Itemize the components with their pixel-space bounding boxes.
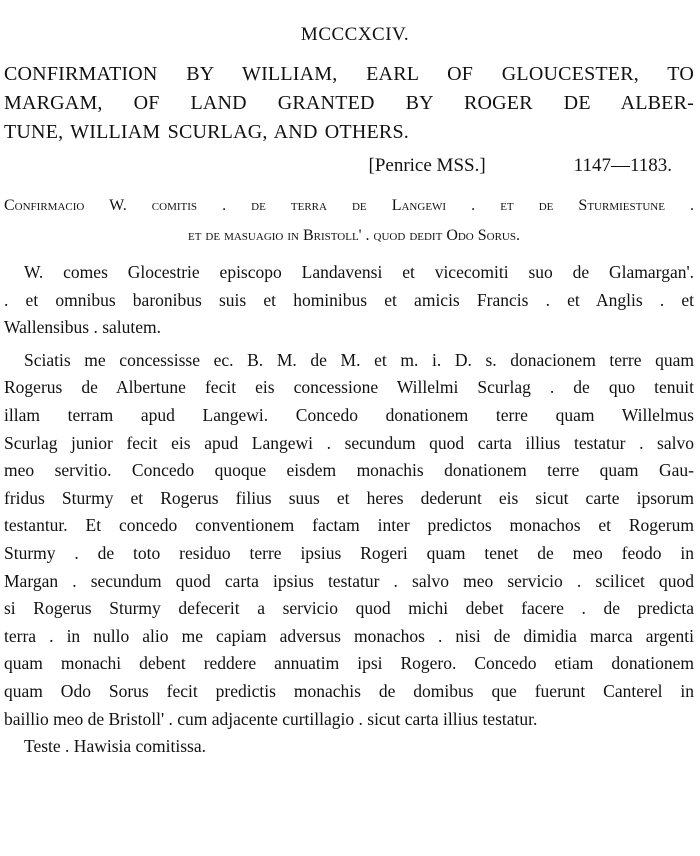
- body-line: quam monachi debent reddere annuatim ipsi Rogero. Concedo etiam donationem: [4, 653, 694, 674]
- body-line: Sciatis me concessisse ec. B. M. de M. et m. i. D. s. donacionem terre quam: [24, 349, 694, 370]
- body-line: quam Odo Sorus fecit predictis monachis de domibus que fuerunt Canterel in: [4, 680, 694, 701]
- address-paragraph: [4, 259, 694, 342]
- title-line: MARGAM, OF LAND GRANTED BY ROGER DE ALBER-: [4, 92, 694, 114]
- body-line: terra . in nullo alio me capiam adversus monachos . nisi de dimidia marca argenti: [4, 625, 694, 646]
- body-line: Wallensibus . salutem.: [4, 317, 162, 338]
- body-line: . et omnibus baronibus suis et hominibus et amicis Francis . et Anglis . et: [4, 289, 694, 310]
- rubric-line: et de masuagio in Bristoll' . quod dedit Odo Sorus.: [187, 227, 520, 244]
- title-line: TUNE, WILLIAM SCURLAG, AND OTHERS.: [4, 121, 409, 143]
- body-line: meo servitio. Concedo quoque eisdem monachis donationem terre quam Gau-: [4, 460, 694, 481]
- witness-paragraph: [4, 733, 694, 761]
- rubric: [4, 191, 694, 251]
- body-line: Margan . secundum quod carta ipsius testatur . salvo meo servicio . scilicet quod: [4, 570, 694, 591]
- body-line: W. comes Glocestrie episcopo Landavensi et vicecomiti suo de Glamargan'.: [24, 262, 694, 282]
- charter-title: [4, 60, 694, 147]
- source-reference: [Penrice MSS.]: [368, 155, 486, 176]
- body-line: si Rogerus Sturmy defecerit a servicio quod michi debet facere . de predicta: [4, 598, 694, 619]
- rubric-line: Confirmacio W. comitis . de terra de Langewi . et de Sturmiestune .: [4, 197, 694, 214]
- body-line: Sturmy . de toto residuo terre ipsius Rogeri quam tenet de meo feodo in: [4, 542, 694, 563]
- date-range: 1147—1183.: [573, 155, 672, 176]
- body-line: testantur. Et concedo conventionem factam inter predictos monachos et Rogerum: [4, 515, 694, 536]
- source-row: [4, 153, 694, 179]
- body-line: fridus Sturmy et Rogerus filius suus et heres dederunt eis sicut carte ipsorum: [4, 487, 694, 508]
- charter-body: [4, 259, 694, 761]
- body-line: Rogerus de Albertune fecit eis concessione Willelmi Scurlag . de quo tenuit: [4, 377, 694, 398]
- witness-line: Teste . Hawisia comitissa.: [24, 736, 206, 757]
- grant-paragraph: [4, 347, 694, 733]
- body-line: Scurlag junior fecit eis apud Langewi . secundum quod carta illius testatur . salvo: [4, 432, 694, 453]
- body-line: baillio meo de Bristoll' . cum adjacente curtillagio . sicut carta illius testatur.: [4, 708, 538, 729]
- body-line: illam terram apud Langewi. Concedo donationem terre quam Willelmus: [4, 404, 694, 425]
- title-line: CONFIRMATION BY WILLIAM, EARL OF GLOUCESTER, TO: [4, 63, 694, 85]
- charter-number: MCCCXCIV.: [300, 24, 410, 45]
